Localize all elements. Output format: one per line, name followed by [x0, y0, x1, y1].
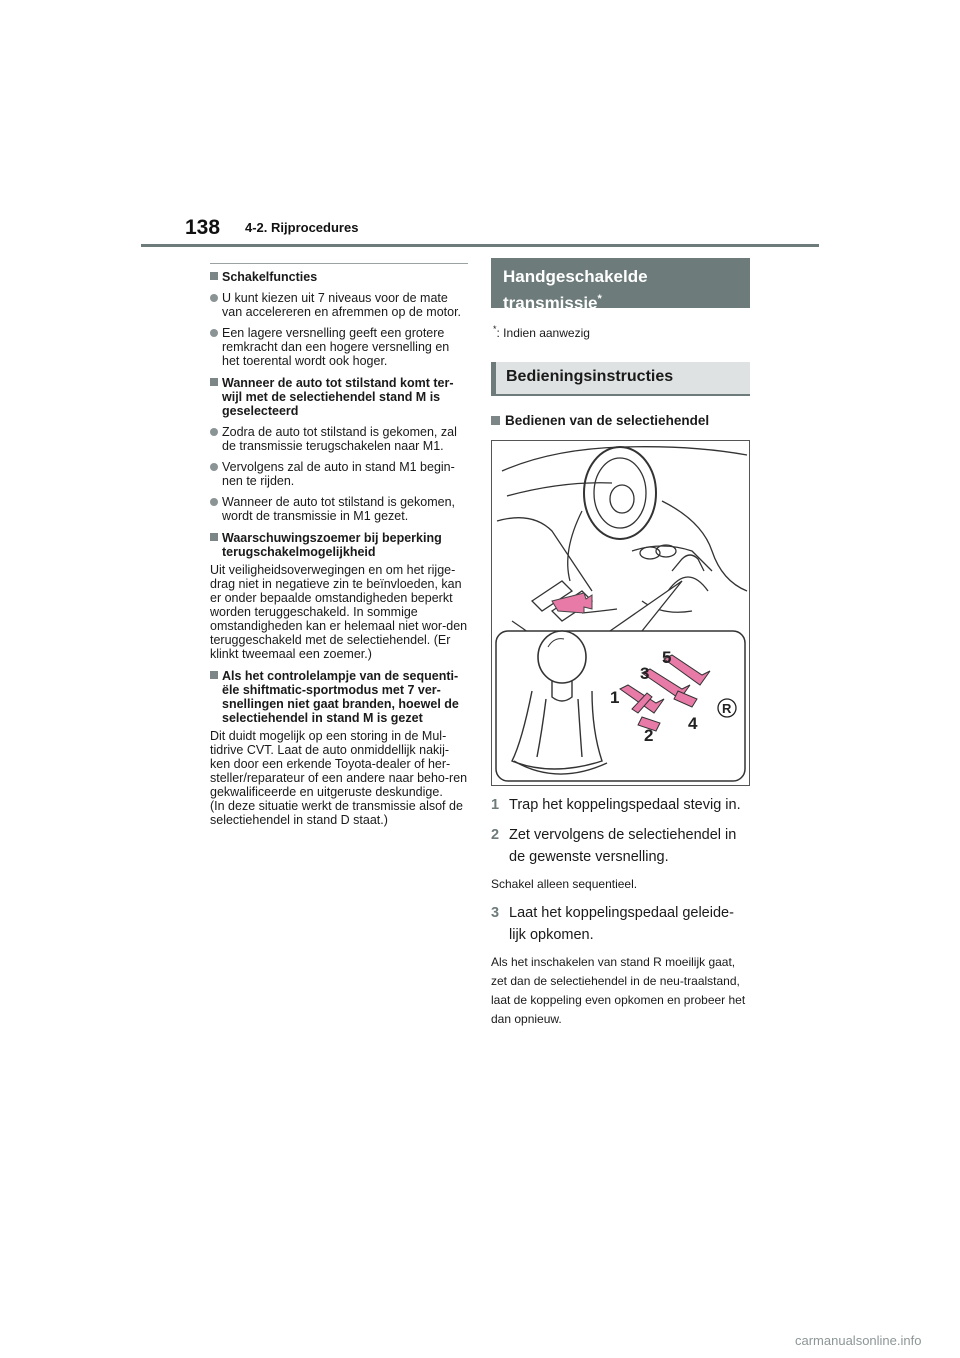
square-bullet-icon [210, 671, 218, 679]
square-bullet-icon [491, 416, 500, 425]
gear-label: 3 [640, 664, 650, 683]
gear-label: 5 [662, 648, 672, 667]
paragraph: Dit duidt mogelijk op een storing in de Mul-tidrive CVT. Laat de auto onmiddellijk nakij-ken door een erkende Toyota-dealer of her-steller/reparateur of een andere naar beho-ren gekwalificeerde en uitgeruste deskundige. (In deze situatie werkt de transmissie alsof de selectiehendel in stand D staat.) [210, 729, 468, 827]
heading-schakelfuncties: Schakelfuncties [210, 270, 468, 284]
heading-waarschuwingszoemer: Waarschuwingszoemer bij beperking terugschakelmogelijkheid [210, 531, 468, 559]
subsection-banner: Bedieningsinstructies [491, 362, 750, 396]
heading-controlelampje: Als het controlelampje van de sequenti-ële shiftmatic-sportmodus met 7 ver-snellingen niet gaat branden, hoewel de selectiehendel in stand M is gezet [210, 669, 468, 725]
gear-label: R [722, 701, 732, 716]
bullet-item: Vervolgens zal de auto in stand M1 begin-nen te rijden. [210, 460, 468, 488]
bullet-item: Wanneer de auto tot stilstand is gekomen, wordt de transmissie in M1 gezet. [210, 495, 468, 523]
bullet-item: U kunt kiezen uit 7 niveaus voor de mate van accelereren en afremmen op de motor. [210, 291, 468, 319]
instruction-step: 1 Trap het koppelingspedaal stevig in. [491, 797, 741, 813]
left-column [210, 262, 468, 827]
square-bullet-icon [210, 533, 218, 541]
square-bullet-icon [210, 272, 218, 280]
heading-stilstand: Wanneer de auto tot stilstand komt ter-wijl met de selectiehendel stand M is geselecteerd [210, 376, 468, 418]
round-bullet-icon [210, 329, 218, 337]
round-bullet-icon [210, 463, 218, 471]
paragraph: Uit veiligheidsoverwegingen en om het rijge-drag niet in negatieve zin te beïnvloeden, kan er onder bepaalde omstandigheden beperkt worden teruggeschakeld. In sommige omstandigheden kan er helemaal niet wor-den teruggeschakeld met de selectiehendel. (Er klinkt tweemaal een zoemer.) [210, 563, 468, 661]
right-column [491, 258, 750, 1029]
footnote: *: Indien aanwezig [493, 324, 590, 340]
square-bullet-icon [210, 378, 218, 386]
section-banner: Handgeschakelde transmissie* [491, 258, 750, 308]
gear-label: 4 [688, 714, 698, 733]
page-number: 138 [185, 216, 221, 239]
watermark: carmanualsonline.info [795, 1333, 922, 1348]
round-bullet-icon [210, 294, 218, 302]
gear-shift-illustration [491, 440, 750, 786]
bullet-item: Een lagere versnelling geeft een grotere remkracht dan een hogere versnelling en het toerental wordt ook hoger. [210, 326, 468, 368]
subheading-selectiehendel: Bedienen van de selectiehendel [491, 413, 750, 428]
car-interior-icon [492, 441, 749, 785]
step-note: Schakel alleen sequentieel. [491, 877, 638, 891]
gear-label: 1 [610, 688, 620, 707]
step-note: Als het inschakelen van stand R moeilijk gaat, zet dan de selectiehendel in de neu-traalstand, laat de koppeling even opkomen en probeer het dan opnieuw. [491, 955, 746, 1026]
gear-label: 2 [644, 726, 654, 745]
section-reference: 4-2. Rijprocedures [245, 220, 359, 235]
instruction-step: 3 Laat het koppelingspedaal geleide-lijk opkomen. [491, 905, 734, 943]
page-header [141, 214, 819, 248]
bullet-item: Zodra de auto tot stilstand is gekomen, zal de transmissie terugschakelen naar M1. [210, 425, 468, 453]
instruction-step: 2 Zet vervolgens de selectiehendel in de gewenste versnelling. [491, 827, 737, 865]
round-bullet-icon [210, 498, 218, 506]
round-bullet-icon [210, 428, 218, 436]
header-rule [141, 244, 819, 247]
